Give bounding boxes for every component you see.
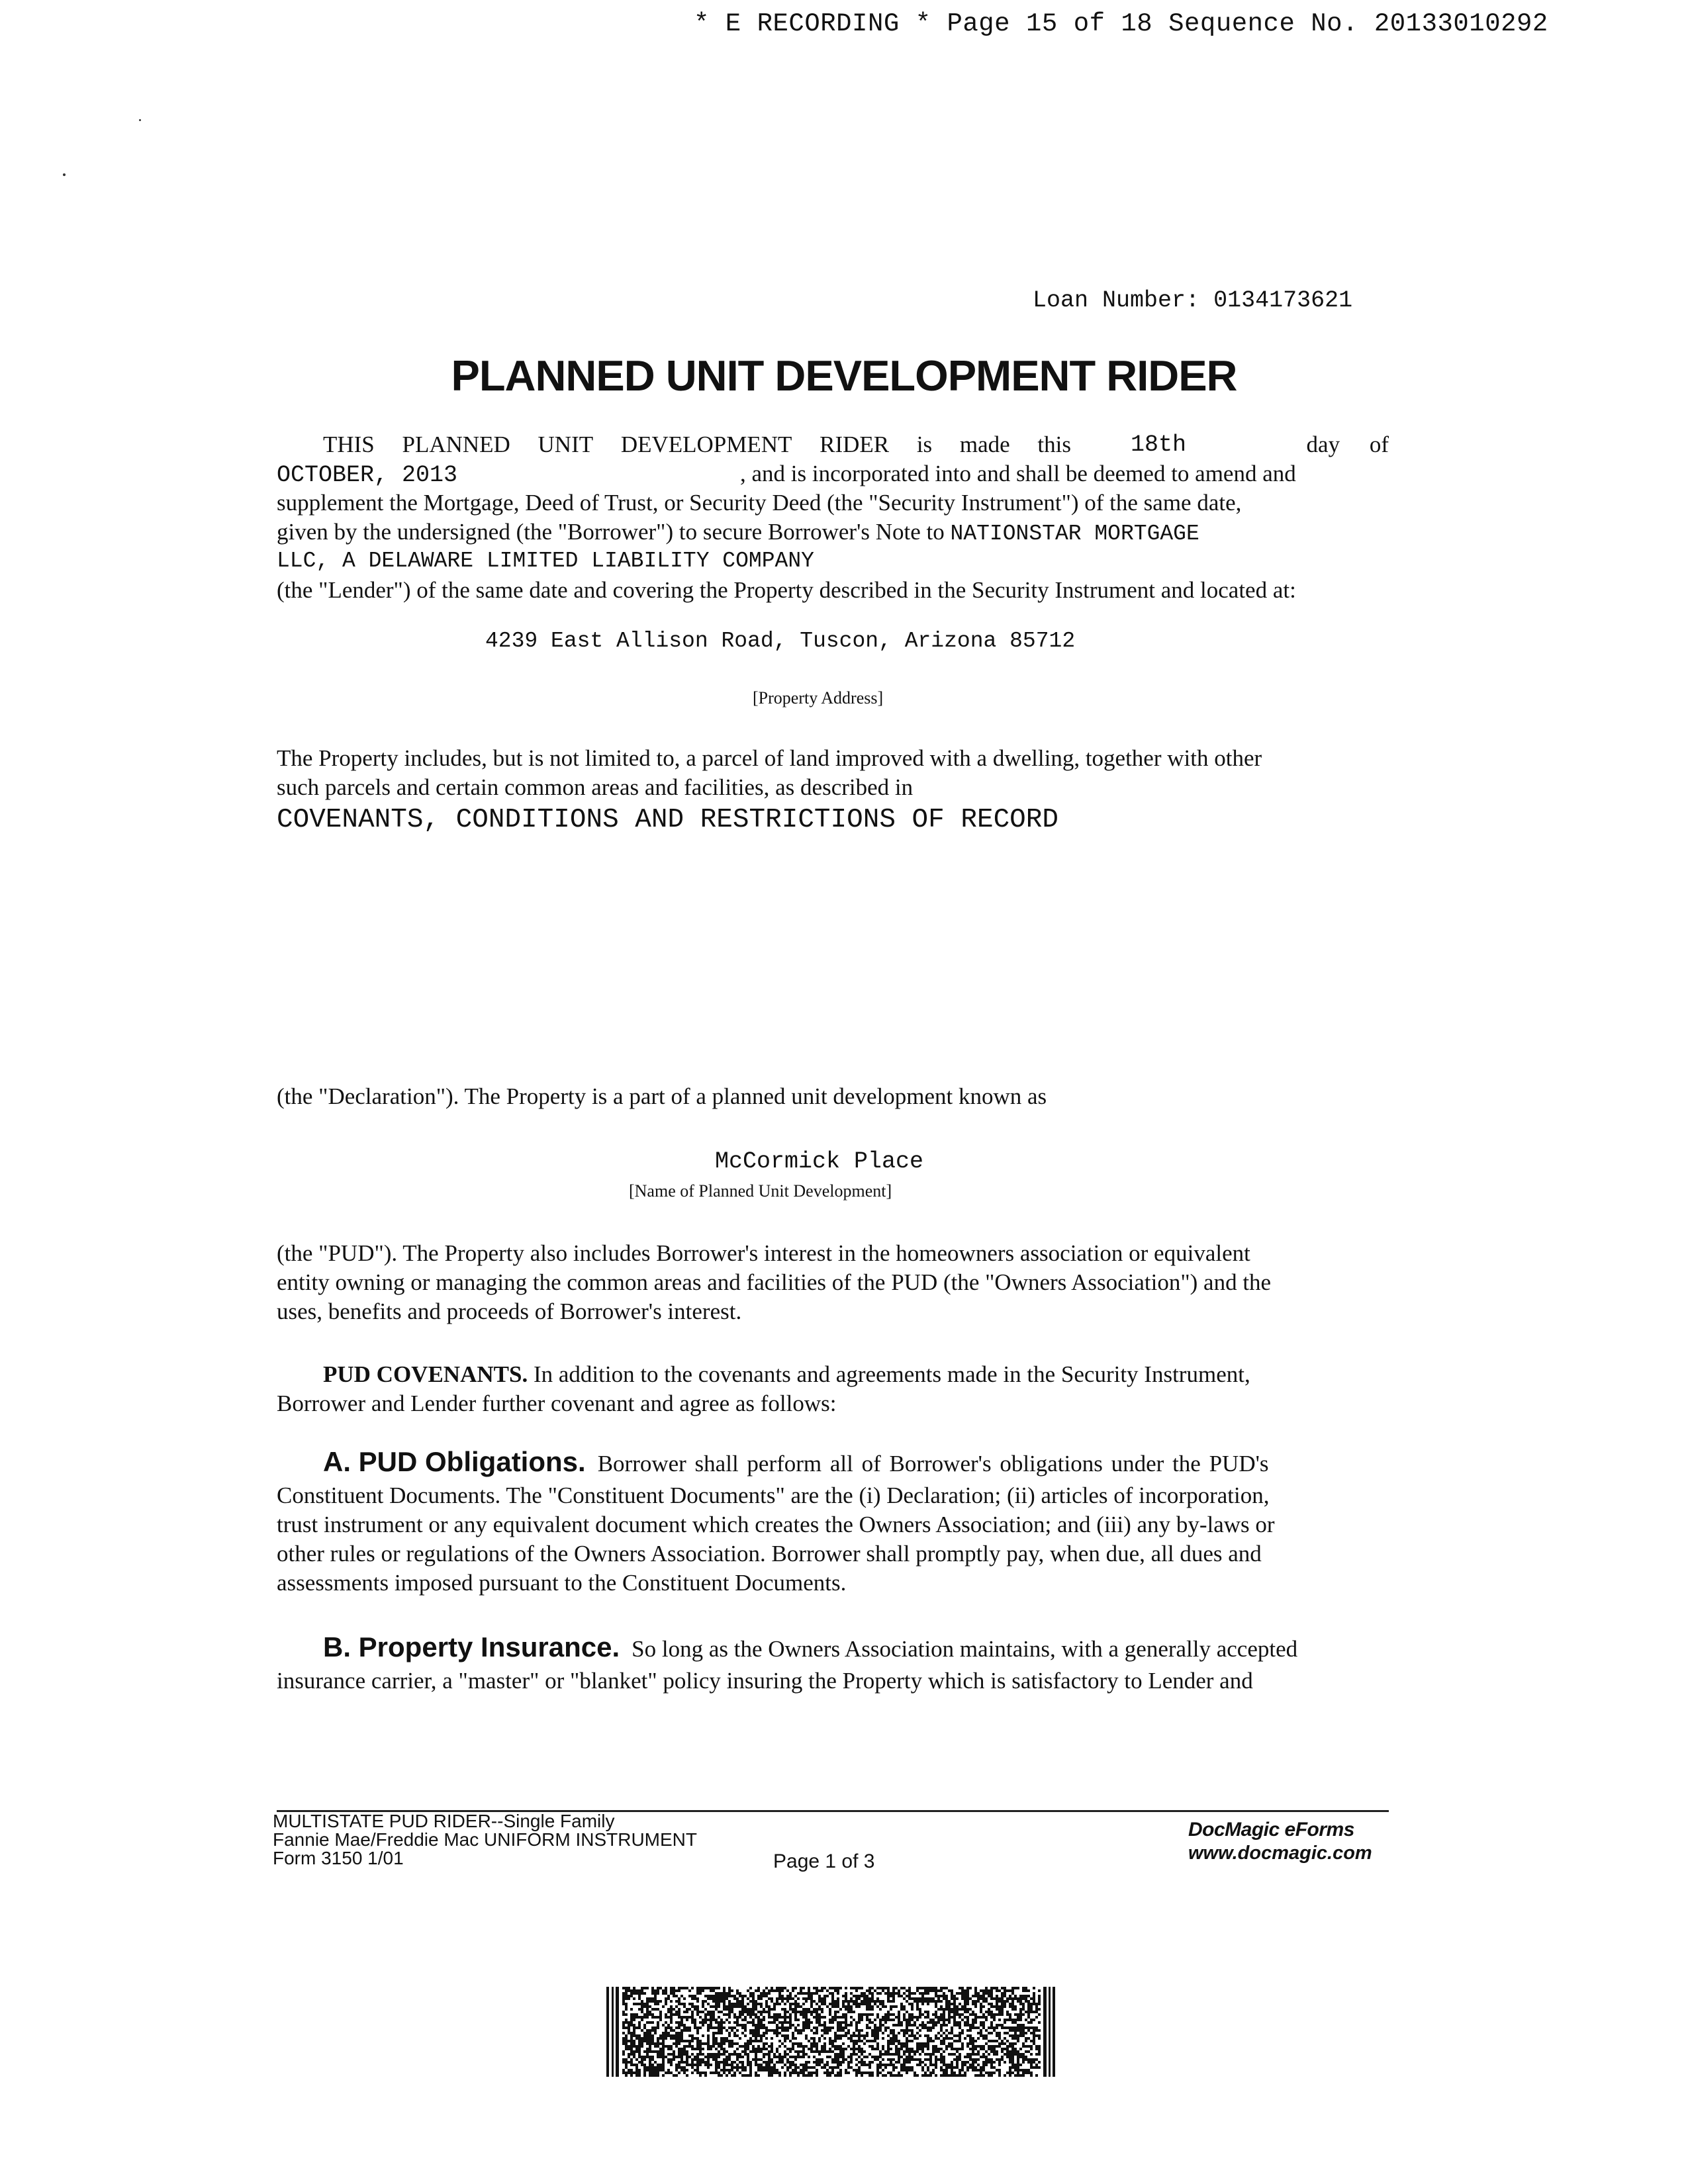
month-year-field: OCTOBER, 2013 xyxy=(277,462,458,488)
declaration-title: COVENANTS, CONDITIONS AND RESTRICTIONS OF RECORD xyxy=(277,805,1058,835)
recording-header: * E RECORDING * Page 15 of 18 Sequence No. 20133010292 xyxy=(694,9,1548,38)
intro-line-6: (the "Lender") of the same date and covering the Property described in the Security Instrument and located at: xyxy=(277,577,1296,603)
intro-line-1: THIS PLANNED UNIT DEVELOPMENT RIDER is made this 18th day of xyxy=(323,432,1389,458)
form-id-line-3: Form 3150 1/01 xyxy=(273,1848,404,1868)
section-a-line-3: trust instrument or any equivalent document which creates the Owners Association; and (iii) any by-laws or xyxy=(277,1512,1275,1537)
pud-line-2: entity owning or managing the common areas and facilities of the PUD (the "Owners Association") and the xyxy=(277,1269,1272,1295)
pud-line-1: (the "PUD"). The Property also includes Borrower's interest in the homeowners association or equivalent xyxy=(277,1240,1250,1266)
lender-name-line-2: LLC, A DELAWARE LIMITED LIABILITY COMPANY xyxy=(277,549,814,573)
loan-number-line xyxy=(1033,287,1352,314)
property-address-caption: [Property Address] xyxy=(753,688,884,707)
document-barcode xyxy=(606,1987,1055,2077)
pud-name: McCormick Place xyxy=(715,1148,924,1175)
section-a-line-1: A. PUD Obligations. Borrower shall perform all of Borrower's obligations under the PUD's xyxy=(323,1446,1269,1477)
property-line-2: such parcels and certain common areas and facilities, as described in xyxy=(277,774,914,800)
lender-name-line-1: NATIONSTAR MORTGAGE xyxy=(950,522,1199,546)
form-id-line-2: Fannie Mae/Freddie Mac UNIFORM INSTRUMENT xyxy=(273,1829,698,1850)
brand-website: www.docmagic.com xyxy=(1188,1843,1372,1864)
intro-line-4: given by the undersigned (the "Borrower") to secure Borrower's Note to NATIONSTAR MORTGAGE xyxy=(277,519,1199,546)
declaration-line: (the "Declaration"). The Property is a part of a planned unit development known as xyxy=(277,1083,1047,1109)
covenants-heading: PUD COVENANTS. xyxy=(323,1361,528,1387)
brand-logo: DocMagic eForms xyxy=(1188,1819,1354,1841)
intro-line-2: OCTOBER, 2013 , and is incorporated into and shall be deemed to amend and xyxy=(277,461,1296,488)
section-b-line-2: insurance carrier, a "master" or "blanket" policy insuring the Property which is satisfactory to Lender and xyxy=(277,1668,1253,1694)
section-a-line-4: other rules or regulations of the Owners Association. Borrower shall promptly pay, when due, all dues and xyxy=(277,1541,1262,1567)
document-title: PLANNED UNIT DEVELOPMENT RIDER xyxy=(451,351,1237,400)
section-b-heading: B. Property Insurance. xyxy=(323,1631,620,1662)
pud-name-caption: [Name of Planned Unit Development] xyxy=(629,1181,892,1201)
scan-speck xyxy=(63,173,66,176)
loan-number-label: Loan Number: xyxy=(1033,287,1200,314)
form-id-line-1: MULTISTATE PUD RIDER--Single Family xyxy=(273,1811,615,1831)
page-number: Page 1 of 3 xyxy=(773,1850,875,1872)
covenants-line-2: Borrower and Lender further covenant and agree as follows: xyxy=(277,1390,837,1416)
section-b-line-1: B. Property Insurance. So long as the Owners Association maintains, with a generally accepted xyxy=(323,1631,1298,1662)
section-a-line-5: assessments imposed pursuant to the Constituent Documents. xyxy=(277,1570,847,1596)
pud-line-3: uses, benefits and proceeds of Borrower's interest. xyxy=(277,1298,742,1324)
intro-line-3: supplement the Mortgage, Deed of Trust, or Security Deed (the "Security Instrument") of the same date, xyxy=(277,490,1242,516)
section-a-heading: A. PUD Obligations. xyxy=(323,1446,586,1477)
day-field: 18th xyxy=(1131,432,1187,458)
covenants-line-1: PUD COVENANTS. In addition to the covenants and agreements made in the Security Instrument, xyxy=(323,1361,1250,1387)
loan-number-value: 0134173621 xyxy=(1213,287,1353,314)
property-address: 4239 East Allison Road, Tuscon, Arizona 85712 xyxy=(485,629,1076,653)
property-line-1: The Property includes, but is not limited to, a parcel of land improved with a dwelling, together with other xyxy=(277,745,1262,771)
scan-speck xyxy=(139,119,141,121)
section-a-line-2: Constituent Documents. The "Constituent Documents" are the (i) Declaration; (ii) articles of incorporation, xyxy=(277,1482,1270,1508)
